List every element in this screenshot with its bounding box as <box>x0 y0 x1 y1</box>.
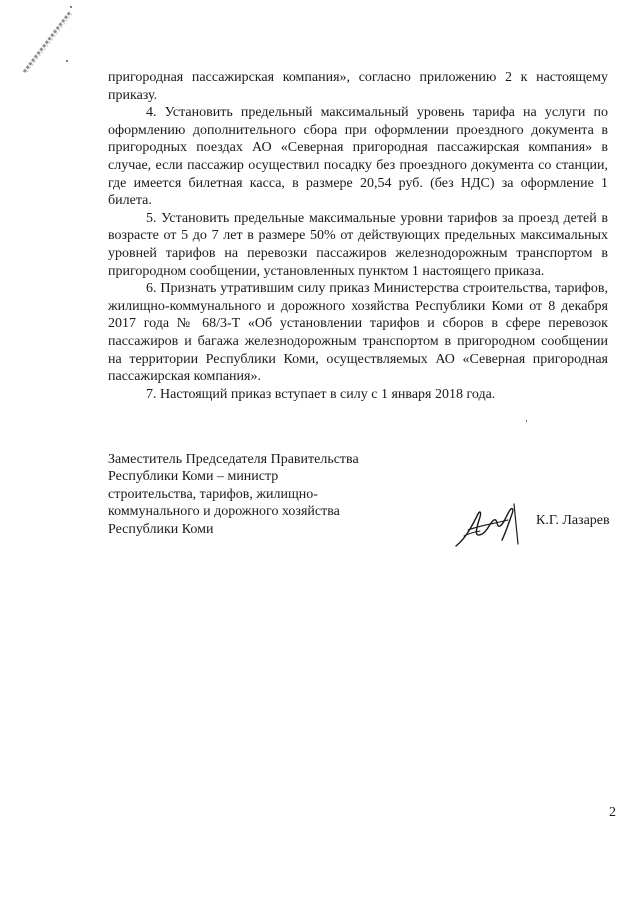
signer-name: К.Г. Лазарев <box>536 513 610 528</box>
paragraph-item-7: 7. Настоящий приказ вступает в силу с 1 января 2018 года. <box>146 386 496 402</box>
scan-speck <box>66 60 68 62</box>
signatory-title-line: строительства, тарифов, жилищно- <box>108 486 318 502</box>
signatory-title-line: Заместитель Председателя Правительства <box>108 452 359 467</box>
paragraph-item-4: 4. Установить предельный максимальный уровень тарифа на услуги по оформлению дополнительного сбора при оформлении проездного документа в пригородных поездах АО «Северная пригородная пассажирская компания» в случае, если пассажир осуществил посадку без проездного документа со станции, где имеется билетная касса, в размере 20,54 руб. (без НДС) за оформление 1 билета. <box>108 105 608 209</box>
page-number: 2 <box>609 805 616 820</box>
paragraph-item-5: 5. Установить предельные максимальные уровни тарифов за проезд детей в возрасте от 5 до 7 лет в размере 50% от действующих предельных максимальных уровней тарифов на перевозки пассажиров железнодорожным транспортом в пригородном сообщении, установленных пунктом 1 настоящего приказа. <box>108 210 608 279</box>
scan-speck <box>70 6 72 8</box>
paragraph-continuation: пригородная пассажирская компания», согласно приложению 2 к настоящему приказу. <box>108 70 608 103</box>
signatory-title-line: Республики Коми – министр <box>108 469 279 485</box>
signatory-title-line: коммунального и дорожного хозяйства <box>108 504 340 520</box>
signatory-title-block <box>108 451 359 538</box>
scan-edge-mark <box>20 6 80 76</box>
handwritten-signature <box>452 500 524 552</box>
signatory-title-line: Республики Коми <box>108 521 214 537</box>
scan-speck <box>526 420 527 422</box>
paragraph-item-6: 6. Признать утратившим силу приказ Министерства строительства, тарифов, жилищно-коммунального и дорожного хозяйства Республики Коми от 8 декабря 2017 года № 68/3-Т «Об установлении тарифов и сборов в сфере перевозок пассажиров и багажа железнодорожным транспортом в пригородном сообщении на территории Республики Коми, осуществляемых АО «Северная пригородная пассажирская компания». <box>108 281 608 385</box>
order-body-text <box>108 69 608 403</box>
